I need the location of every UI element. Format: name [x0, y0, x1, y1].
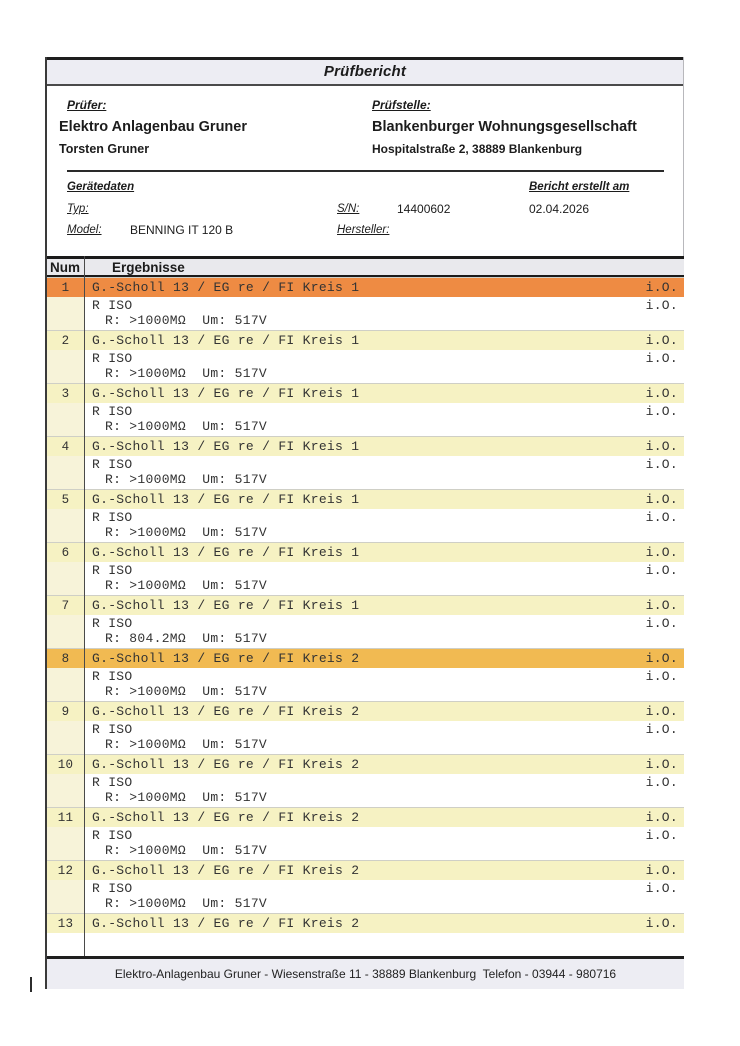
- result-detail-content: [84, 297, 614, 330]
- test-detail: R: >1000MΩ Um: 517V: [105, 684, 268, 699]
- result-number: 4: [61, 439, 70, 454]
- examiner-label: Prüfer:: [67, 98, 107, 112]
- serial-value: 14400602: [397, 202, 451, 216]
- test-detail: R: >1000MΩ Um: 517V: [105, 366, 268, 381]
- result-detail-row: [47, 774, 684, 807]
- result-title: G.-Scholl 13 / EG re / FI Kreis 1: [92, 439, 360, 454]
- type-label: Typ:: [67, 203, 89, 215]
- test-name: R ISO: [92, 775, 133, 790]
- result-title: G.-Scholl 13 / EG re / FI Kreis 2: [92, 810, 360, 825]
- result-status: i.O.: [645, 651, 678, 666]
- result-detail-row: [47, 562, 684, 595]
- result-number-spacer: [47, 615, 84, 648]
- test-name: R ISO: [92, 722, 133, 737]
- result-row: [47, 543, 684, 562]
- result-detail-content: [84, 562, 614, 595]
- result-detail-row: [47, 297, 684, 330]
- result-row: [47, 384, 684, 403]
- result-row: [47, 596, 684, 615]
- result-detail-content: [84, 668, 614, 701]
- num-column-header: Num: [50, 259, 80, 275]
- test-site-label: Prüfstelle:: [372, 98, 431, 112]
- test-status: i.O.: [645, 351, 678, 366]
- result-row: [47, 278, 684, 297]
- result-row: [47, 490, 684, 509]
- result-group: [47, 330, 684, 383]
- test-status: i.O.: [645, 457, 678, 472]
- result-detail-row: [47, 456, 684, 489]
- result-title: G.-Scholl 13 / EG re / FI Kreis 2: [92, 757, 360, 772]
- examiner-company: Elektro Anlagenbau Gruner: [59, 119, 247, 135]
- result-group: [47, 383, 684, 436]
- result-status: i.O.: [645, 704, 678, 719]
- test-detail: R: 804.2MΩ Um: 517V: [105, 631, 268, 646]
- test-detail: R: >1000MΩ Um: 517V: [105, 896, 268, 911]
- test-detail: R: >1000MΩ Um: 517V: [105, 790, 268, 805]
- test-detail: R: >1000MΩ Um: 517V: [105, 525, 268, 540]
- result-detail-content: [84, 880, 614, 913]
- test-status: i.O.: [645, 563, 678, 578]
- test-name: R ISO: [92, 457, 133, 472]
- result-detail-content: [84, 403, 614, 436]
- result-status: i.O.: [645, 333, 678, 348]
- result-detail-row: [47, 721, 684, 754]
- result-detail-row: [47, 403, 684, 436]
- result-status: i.O.: [645, 598, 678, 613]
- test-status: i.O.: [645, 722, 678, 737]
- result-title: G.-Scholl 13 / EG re / FI Kreis 2: [92, 704, 360, 719]
- test-name: R ISO: [92, 351, 133, 366]
- result-number-spacer: [47, 350, 84, 383]
- page-footer: Elektro-Anlagenbau Gruner - Wiesenstraße 11 - 38889 Blankenburg Telefon - 03944 - 980716: [47, 959, 684, 989]
- page-title: Prüfbericht: [47, 57, 683, 86]
- test-status: i.O.: [645, 298, 678, 313]
- result-number-spacer: [47, 297, 84, 330]
- result-status: i.O.: [645, 757, 678, 772]
- result-number: 13: [57, 916, 74, 931]
- result-number: 1: [61, 280, 70, 295]
- result-status: i.O.: [645, 863, 678, 878]
- result-number-spacer: [47, 827, 84, 860]
- test-detail: R: >1000MΩ Um: 517V: [105, 472, 268, 487]
- test-status: i.O.: [645, 775, 678, 790]
- result-detail-content: [84, 774, 614, 807]
- examiner-person: Torsten Gruner: [59, 142, 150, 156]
- result-title: G.-Scholl 13 / EG re / FI Kreis 1: [92, 598, 360, 613]
- result-detail-content: [84, 721, 614, 754]
- result-number-spacer: [47, 880, 84, 913]
- result-row: [47, 914, 684, 933]
- result-number: 12: [57, 863, 74, 878]
- result-number-spacer: [47, 403, 84, 436]
- result-title: G.-Scholl 13 / EG re / FI Kreis 1: [92, 333, 360, 348]
- result-group: [47, 701, 684, 754]
- result-detail-row: [47, 668, 684, 701]
- result-group: [47, 489, 684, 542]
- result-number-spacer: [47, 774, 84, 807]
- result-number: 3: [61, 386, 70, 401]
- test-detail: R: >1000MΩ Um: 517V: [105, 737, 268, 752]
- test-status: i.O.: [645, 881, 678, 896]
- results-table: [45, 256, 684, 989]
- result-number: 8: [61, 651, 70, 666]
- result-status: i.O.: [645, 810, 678, 825]
- result-row: [47, 755, 684, 774]
- test-name: R ISO: [92, 298, 133, 313]
- result-detail-row: [47, 880, 684, 913]
- result-status: i.O.: [645, 439, 678, 454]
- result-group: [47, 542, 684, 595]
- report-page: [45, 57, 684, 981]
- result-detail-content: [84, 827, 614, 860]
- result-row: [47, 861, 684, 880]
- result-number-spacer: [47, 509, 84, 542]
- serial-label: S/N:: [337, 203, 360, 215]
- test-status: i.O.: [645, 510, 678, 525]
- result-group: [47, 754, 684, 807]
- model-value: BENNING IT 120 B: [130, 223, 234, 237]
- test-detail: R: >1000MΩ Um: 517V: [105, 313, 268, 328]
- test-detail: R: >1000MΩ Um: 517V: [105, 578, 268, 593]
- result-number: 5: [61, 492, 70, 507]
- result-title: G.-Scholl 13 / EG re / FI Kreis 1: [92, 386, 360, 401]
- result-detail-content: [84, 456, 614, 489]
- result-number-spacer: [47, 456, 84, 489]
- result-row: [47, 437, 684, 456]
- test-name: R ISO: [92, 510, 133, 525]
- model-label: Model:: [67, 224, 102, 236]
- result-number: 7: [61, 598, 70, 613]
- device-section-label: Gerätedaten: [67, 181, 135, 193]
- result-number: 6: [61, 545, 70, 560]
- result-status: i.O.: [645, 545, 678, 560]
- result-title: G.-Scholl 13 / EG re / FI Kreis 2: [92, 863, 360, 878]
- result-detail-content: [84, 615, 614, 648]
- result-row: [47, 808, 684, 827]
- result-detail-row: [47, 350, 684, 383]
- result-title: G.-Scholl 13 / EG re / FI Kreis 2: [92, 651, 360, 666]
- result-title: G.-Scholl 13 / EG re / FI Kreis 1: [92, 545, 360, 560]
- result-detail-row: [47, 509, 684, 542]
- result-detail-content: [84, 350, 614, 383]
- test-name: R ISO: [92, 404, 133, 419]
- result-number: 11: [57, 810, 74, 825]
- test-detail: R: >1000MΩ Um: 517V: [105, 843, 268, 858]
- result-title: G.-Scholl 13 / EG re / FI Kreis 1: [92, 492, 360, 507]
- result-status: i.O.: [645, 386, 678, 401]
- table-tail-space: [47, 933, 684, 956]
- result-title: G.-Scholl 13 / EG re / FI Kreis 1: [92, 280, 360, 295]
- result-title: G.-Scholl 13 / EG re / FI Kreis 2: [92, 916, 360, 931]
- test-name: R ISO: [92, 881, 133, 896]
- result-group: [47, 807, 684, 860]
- manufacturer-label: Hersteller:: [337, 224, 390, 236]
- result-group: [47, 595, 684, 648]
- result-number-spacer: [47, 562, 84, 595]
- results-table-header: [47, 256, 684, 277]
- result-detail-row: [47, 615, 684, 648]
- result-group: [47, 436, 684, 489]
- test-status: i.O.: [645, 669, 678, 684]
- num-column-divider: [84, 256, 85, 956]
- report-date-label: Bericht erstellt am: [529, 181, 630, 193]
- result-number: 2: [61, 333, 70, 348]
- result-detail-content: [84, 509, 614, 542]
- section-divider: [67, 170, 664, 172]
- result-detail-row: [47, 827, 684, 860]
- result-status: i.O.: [645, 916, 678, 931]
- test-name: R ISO: [92, 669, 133, 684]
- test-status: i.O.: [645, 616, 678, 631]
- result-number: 9: [61, 704, 70, 719]
- result-group: [47, 860, 684, 913]
- result-number-spacer: [47, 721, 84, 754]
- report-date-value: 02.04.2026: [529, 202, 590, 216]
- test-site-address: Hospitalstraße 2, 38889 Blankenburg: [372, 142, 583, 156]
- results-table-body: [47, 277, 684, 956]
- result-number: 10: [57, 757, 74, 772]
- test-status: i.O.: [645, 828, 678, 843]
- test-detail: R: >1000MΩ Um: 517V: [105, 419, 268, 434]
- test-site-company: Blankenburger Wohnungsgesellschaft: [372, 119, 637, 135]
- scan-artifact-mark: [30, 977, 32, 992]
- result-group: [47, 277, 684, 330]
- result-status: i.O.: [645, 280, 678, 295]
- test-status: i.O.: [645, 404, 678, 419]
- result-row: [47, 649, 684, 668]
- result-row: [47, 331, 684, 350]
- result-number-spacer: [47, 668, 84, 701]
- results-column-header: Ergebnisse: [112, 259, 185, 275]
- test-name: R ISO: [92, 828, 133, 843]
- result-group: [47, 913, 684, 933]
- result-status: i.O.: [645, 492, 678, 507]
- test-name: R ISO: [92, 563, 133, 578]
- result-group: [47, 648, 684, 701]
- test-name: R ISO: [92, 616, 133, 631]
- result-row: [47, 702, 684, 721]
